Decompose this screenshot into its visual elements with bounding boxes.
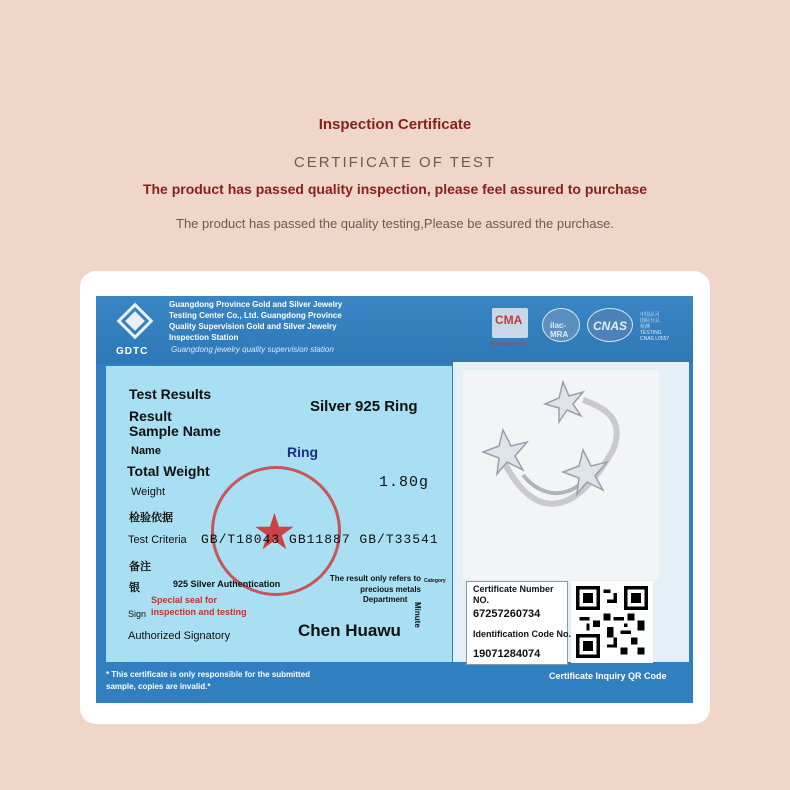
seal-text: Special seal for inspection and testing [151,595,247,617]
authorized-label: Authorized Signatory [128,630,231,642]
department-label: Department [363,595,408,604]
footer-note: * This certificate is only responsible for the submitted sample, copies are invalid.* [106,670,311,691]
signer-name: Chen Huawu [298,621,401,640]
qr-code[interactable] [571,581,653,663]
ilac-badge: ilac-MRA [542,308,580,342]
testing-mark: 中国认可 国际互认 检测 TESTING CNAS L0557 [640,312,670,342]
certificate [96,296,693,703]
certificate-number: 67257260734 [473,608,541,620]
name-label: Name [131,445,161,457]
results-panel [106,366,452,662]
star-icon: ★ [252,503,297,561]
test-criteria-label: Test Criteria [128,534,187,546]
weight-value: 1.80g [379,474,430,491]
name-value: Ring [287,444,319,460]
cnas-badge: CNAS [587,308,633,342]
id-code: 19071284074 [473,648,541,660]
test-criteria-value: GB/T18043 GB11887 GB/T33541 [201,532,439,547]
sample-value: Silver 925 Ring [310,398,418,415]
sample-name-label: Sample Name [129,423,221,439]
page-title: Inspection Certificate [318,116,472,133]
cma-badge: CMA [492,308,528,338]
cma-number: 2018190913741 [490,342,527,348]
headline: The product has passed quality inspection, please feel assured to purchase [142,181,648,197]
total-weight-label: Total Weight [127,463,210,479]
disclaimer: The result only refers to precious metals [329,574,421,594]
basis-label: 检验依据 [129,512,173,524]
qr-label: Certificate Inquiry QR Code [549,671,667,681]
ring-photo [463,370,659,580]
organization-name: Guangdong Province Gold and Silver Jewelry Testing Center Co., Ltd. Guangdong Province Quality Supervision Gold and Silver Jewelry Inspection Station [169,300,343,342]
certificate-number-box: Certificate Number NO. 67257260734 Identification Code No. 19071284074 [466,581,568,665]
auth-value: 925 Silver Authentication [173,579,281,589]
test-results-label: Test Results [129,386,212,402]
page-subtitle: CERTIFICATE OF TEST [293,154,497,171]
remarks-label: 备注 [129,561,151,573]
certificate-header [96,296,693,364]
station-name: Guangdong jewelry quality supervision station [171,345,334,354]
gdtc-logo: GDTC [110,304,160,360]
auth-prefix: 银 [129,582,140,594]
weight-label: Weight [131,486,166,498]
minute-label: Minute [413,602,422,628]
result-label: Result [129,408,172,424]
subline: The product has passed the quality testing,Please be assured the purchase. [176,216,614,231]
category-label: Category [424,578,446,584]
sign-label: Sign [128,609,147,619]
